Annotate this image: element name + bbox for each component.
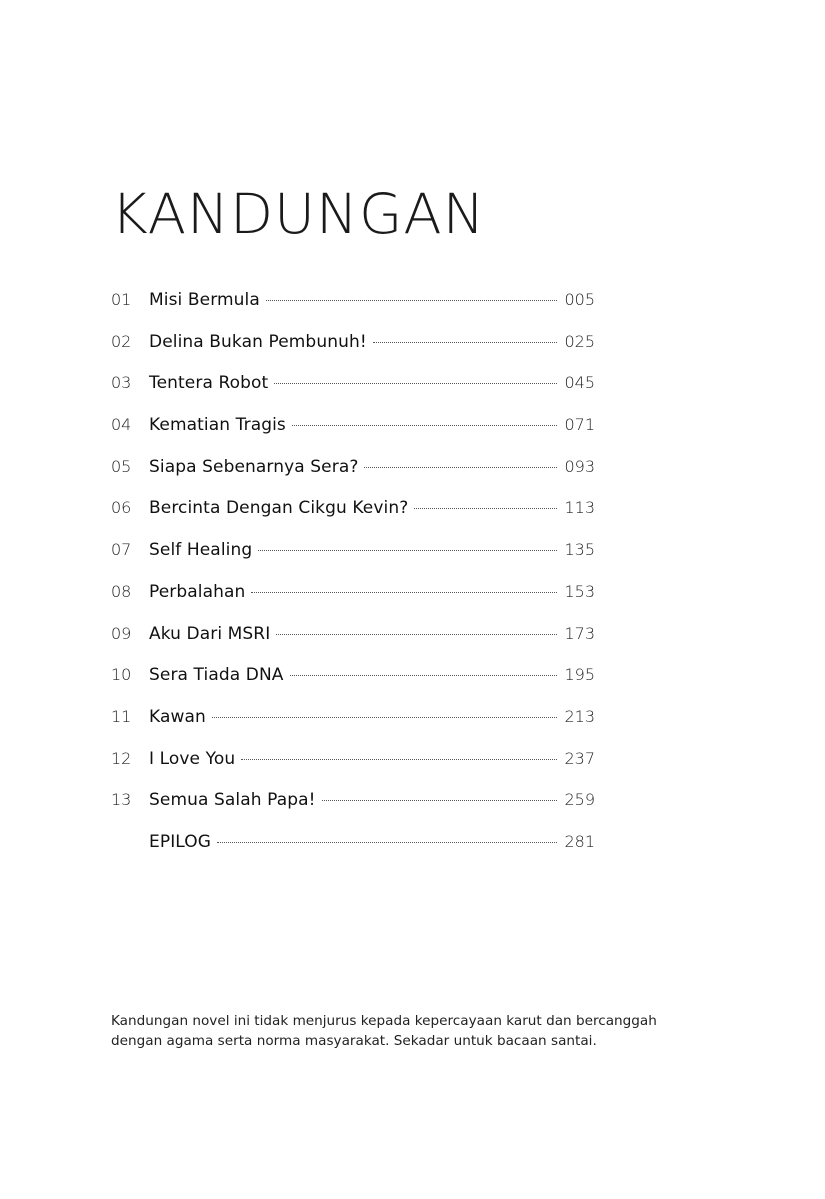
chapter-number: 10 [111,665,132,685]
chapter-number: 13 [111,790,132,810]
toc-row [111,665,595,707]
chapter-title: EPILOG [149,831,212,852]
page-number: 045 [564,373,595,393]
chapter-number: 03 [111,373,132,393]
chapter-number: 08 [111,581,132,601]
page-number: 281 [564,831,595,851]
toc-row [111,624,595,666]
toc-row [111,373,595,415]
dot-leader [266,300,557,301]
page-number: 025 [564,331,595,351]
page-number: 173 [564,623,595,643]
chapter-title: I Love You [149,748,236,769]
dot-leader [290,675,557,676]
dot-leader [274,383,557,384]
dot-leader [241,759,557,760]
chapter-number: 02 [111,331,132,351]
chapter-title: Misi Bermula [149,290,260,310]
dot-leader [217,842,557,843]
dot-leader [258,550,557,551]
dot-leader [212,717,557,718]
chapter-title: Tentera Robot [149,373,269,394]
toc-row [111,457,595,499]
dot-leader [322,800,557,801]
page-number: 135 [564,540,595,560]
chapter-number: 09 [111,623,132,643]
disclaimer-note [111,1011,671,1051]
table-of-contents [111,290,595,874]
dot-leader [373,342,557,343]
page-number: 005 [564,290,595,309]
toc-row-epilog [111,832,595,874]
toc-row [111,415,595,457]
page-number: 093 [564,456,595,476]
chapter-number: 01 [111,290,132,309]
page-number: 153 [564,581,595,601]
chapter-title: Semua Salah Papa! [149,790,316,811]
dot-leader [364,467,557,468]
page-number: 195 [564,665,595,685]
chapter-title: Siapa Sebenarnya Sera? [149,456,359,477]
toc-row [111,749,595,791]
chapter-number: 05 [111,456,132,476]
chapter-number: 04 [111,415,132,435]
chapter-title: Aku Dari MSRI [149,623,271,644]
toc-row [111,582,595,624]
toc-row [111,790,595,832]
chapter-number: 07 [111,540,132,560]
chapter-title: Kawan [149,706,206,727]
toc-row [111,707,595,749]
disclaimer-line-2: dengan agama serta norma masyarakat. Sekadar untuk bacaan santai. [111,1033,597,1049]
page-number: 259 [564,790,595,810]
chapter-title: Bercinta Dengan Cikgu Kevin? [149,498,409,519]
page-number: 113 [564,498,595,518]
chapter-title: Perbalahan [149,581,246,602]
dot-leader [292,425,557,426]
toc-row [111,540,595,582]
disclaimer-line-1: Kandungan novel ini tidak menjurus kepada kepercayaan karut dan bercanggah [111,1013,657,1029]
toc-row [111,290,595,332]
page-title: KANDUNGAN [111,182,486,247]
dot-leader [414,508,557,509]
chapter-number: 06 [111,498,132,518]
chapter-title: Delina Bukan Pembunuh! [149,331,367,352]
dot-leader [276,634,557,635]
chapter-title: Sera Tiada DNA [149,665,284,686]
toc-row [111,498,595,540]
chapter-title: Self Healing [149,540,253,561]
chapter-title: Kematian Tragis [149,415,286,436]
page-number: 071 [564,415,595,435]
chapter-number: 11 [111,706,132,726]
toc-row [111,332,595,374]
dot-leader [251,592,557,593]
chapter-number: 12 [111,748,132,768]
page-number: 237 [564,748,595,768]
page-number: 213 [564,706,595,726]
